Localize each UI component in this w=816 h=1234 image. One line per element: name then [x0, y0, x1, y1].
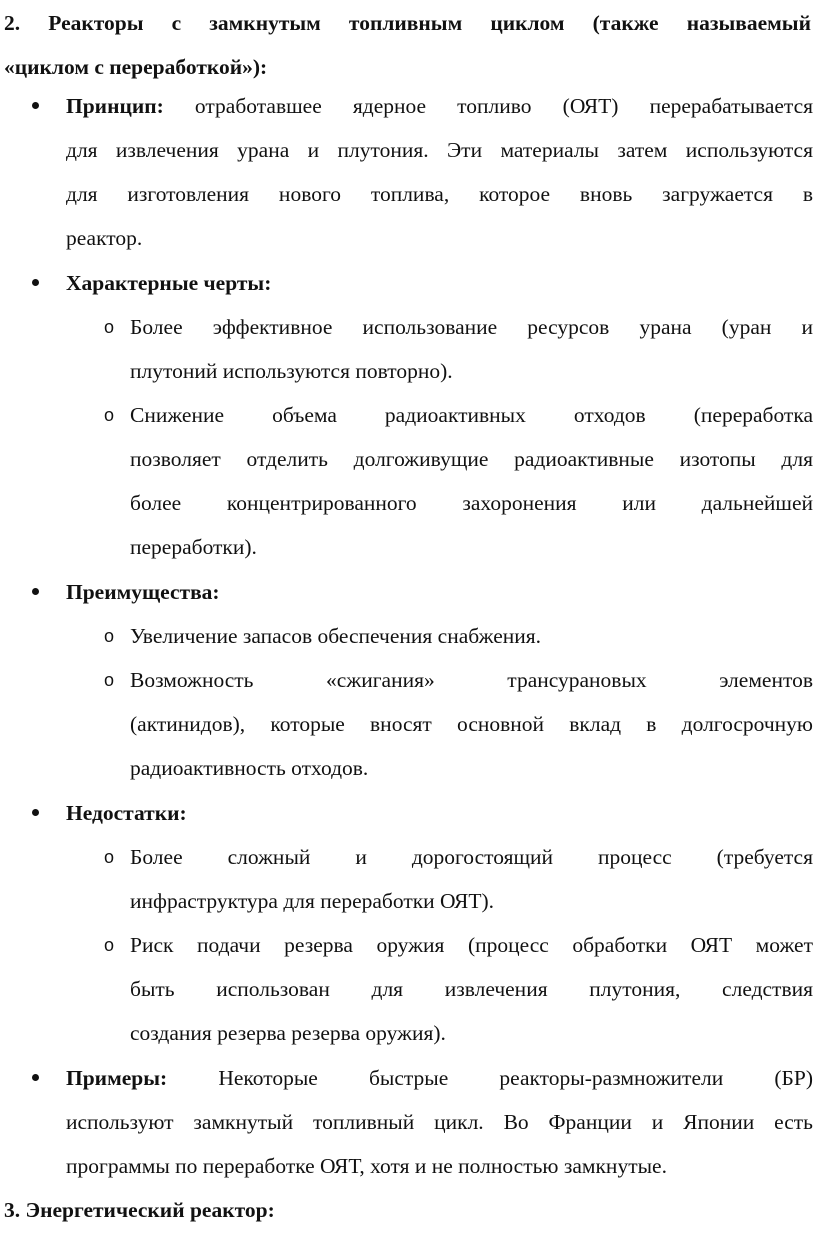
bullet-disadvantages	[32, 809, 39, 816]
features-item-2-line-3: более концентрированного захоронения или дальнейшей	[130, 491, 813, 515]
section-2-heading-line-2: «циклом с переработкой»):	[4, 55, 268, 79]
disadvantages-item-2-line-3: создания резерва резерва оружия).	[130, 1021, 446, 1045]
examples-line-1	[66, 1065, 813, 1091]
bullet-examples	[32, 1074, 39, 1081]
advantages-item-2-line-2: (актинидов), которые вносят основной вклад в долгосрочную	[130, 712, 813, 736]
disadvantages-item-2-line-1: Риск подачи резерва оружия (процесс обработки ОЯТ может	[130, 933, 813, 957]
advantages-label: Преимущества:	[66, 580, 220, 604]
sub-bullet-advantages-1: o	[104, 626, 115, 646]
examples-line-2: используют замкнутый топливный цикл. Во Франции и Японии есть	[66, 1110, 813, 1134]
features-item-2-line-1: Снижение объема радиоактивных отходов (переработка	[130, 403, 813, 427]
examples-line-3: программы по переработке ОЯТ, хотя и не полностью замкнутые.	[66, 1154, 667, 1178]
disadvantages-label: Недостатки:	[66, 801, 187, 825]
features-item-1-line-2: плутоний используются повторно).	[130, 359, 453, 383]
features-item-1-line-1: Более эффективное использование ресурсов урана (уран и	[130, 315, 813, 339]
features-label: Характерные черты:	[66, 271, 272, 295]
advantages-item-2-line-3: радиоактивность отходов.	[130, 756, 369, 780]
principle-line-1	[66, 93, 813, 119]
examples-label: Примеры:	[66, 1066, 168, 1090]
principle-line-4: реактор.	[66, 226, 143, 250]
principle-text: отработавшее ядерное топливо (ОЯТ) перерабатывается	[194, 94, 814, 118]
bullet-advantages	[32, 588, 39, 595]
principle-line-2: для извлечения урана и плутония. Эти материалы затем используются	[66, 138, 813, 162]
features-item-2-line-4: переработки).	[130, 535, 257, 559]
bullet-principle	[32, 102, 39, 109]
features-item-2-line-2: позволяет отделить долгоживущие радиоактивные изотопы для	[130, 447, 813, 471]
sub-bullet-disadvantages-2: o	[104, 935, 115, 955]
disadvantages-item-1-line-1: Более сложный и дорогостоящий процесс (требуется	[130, 845, 813, 869]
examples-text: Некоторые быстрые реакторы-размножители (БР)	[218, 1066, 813, 1090]
advantages-item-2-line-1: Возможность «сжигания» трансурановых элементов	[130, 668, 813, 692]
disadvantages-item-2-line-2: быть использован для извлечения плутония, следствия	[130, 977, 813, 1001]
sub-bullet-advantages-2: o	[104, 670, 115, 690]
principle-line-3: для изготовления нового топлива, которое вновь загружается в	[66, 182, 813, 206]
sub-bullet-features-2: o	[104, 405, 115, 425]
bullet-features	[32, 279, 39, 286]
disadvantages-item-1-line-2: инфраструктура для переработки ОЯТ).	[130, 889, 495, 913]
section-2-heading-line-1: 2. Реакторы с замкнутым топливным циклом (также называемый	[4, 11, 811, 35]
sub-bullet-disadvantages-1: o	[104, 847, 115, 867]
advantages-item-1-line-1: Увеличение запасов обеспечения снабжения.	[130, 624, 542, 648]
section-3-heading: 3. Энергетический реактор:	[4, 1198, 275, 1222]
principle-label: Принцип:	[66, 94, 164, 118]
sub-bullet-features-1: o	[104, 317, 115, 337]
